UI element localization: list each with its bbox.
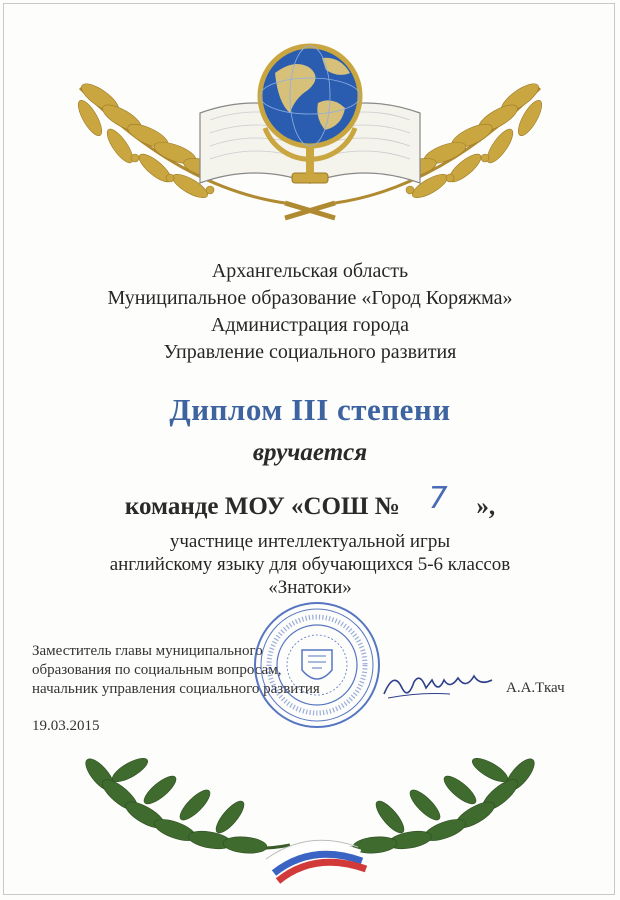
administration-line: Администрация города (211, 314, 409, 336)
official-seal-icon (252, 600, 382, 730)
handwritten-signature-icon (380, 664, 500, 704)
signatory-line-1: Заместитель главы муниципального (32, 643, 263, 659)
issue-date: 19.03.2015 (32, 718, 100, 734)
team-prefix: команде МОУ «СОШ № (124, 493, 400, 520)
issuer-header (0, 258, 620, 366)
description-line-3: «Знатоки» (268, 577, 352, 598)
event-description (0, 530, 620, 599)
description-line-2: английскому языку для обучающихся 5-6 классов (109, 554, 511, 575)
team-line (0, 481, 620, 522)
laurel-ribbon-icon (60, 735, 560, 895)
signatory-line-3: начальник управления социального развития (32, 681, 320, 697)
awarded-label: вручается (252, 439, 368, 466)
signatory-name: А.А.Ткач (506, 680, 565, 696)
diploma-title: Диплом III степени (169, 392, 451, 427)
region-line: Архангельская область (211, 260, 409, 282)
description-line-1: участнице интеллектуальной игры (169, 531, 451, 552)
globe-book-laurel-icon (60, 18, 560, 238)
team-number: 7 (428, 481, 448, 516)
department-line: Управление социального развития (163, 341, 457, 363)
signatory-line-2: образования по социальным вопросам, (32, 662, 282, 678)
municipality-line: Муниципальное образование «Город Коряжма» (107, 287, 513, 309)
team-suffix: », (476, 493, 496, 520)
